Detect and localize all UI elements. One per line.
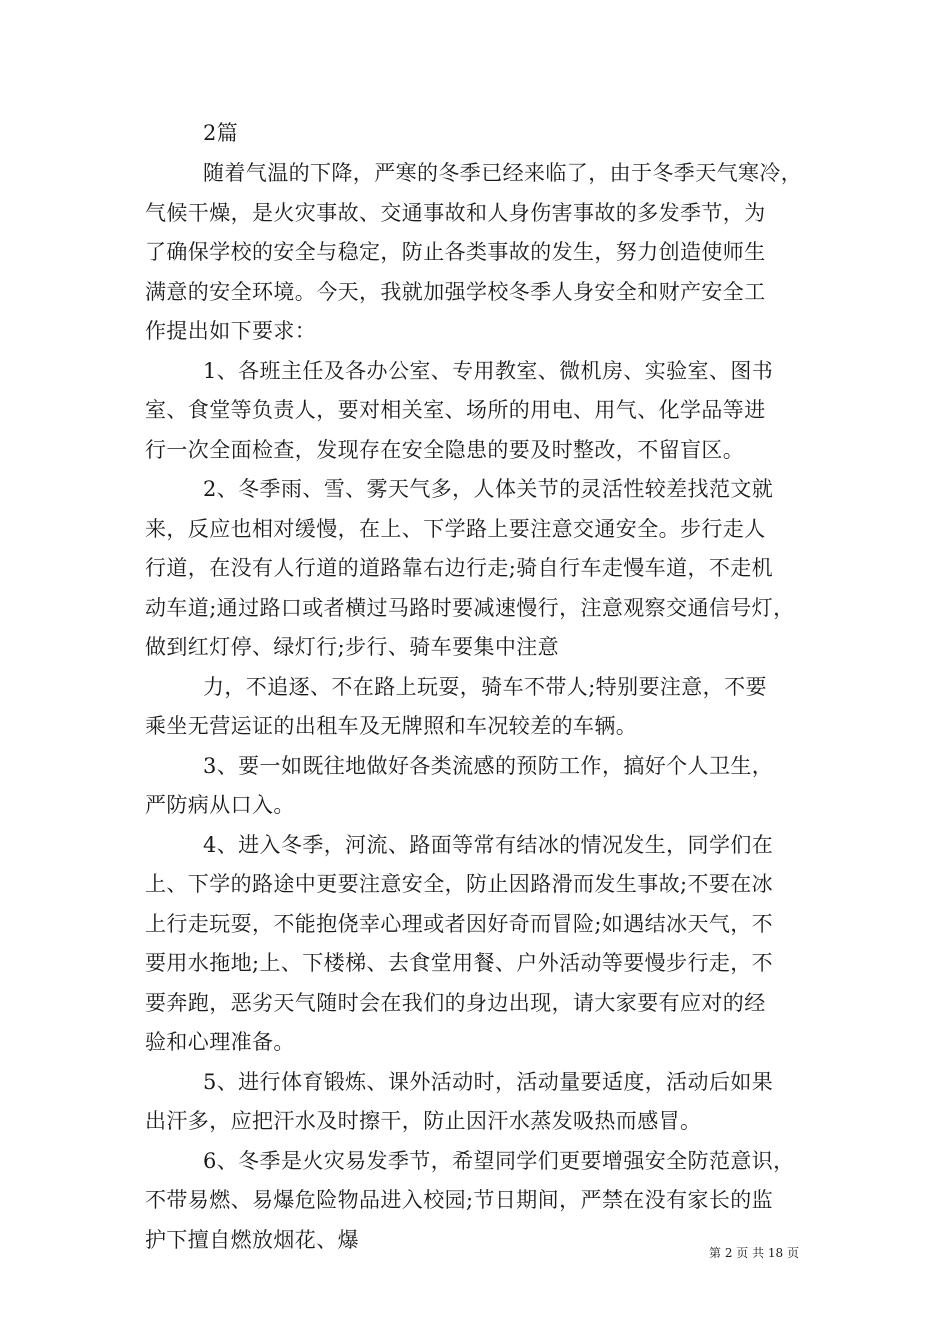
text-line: 来，反应也相对缓慢，在上、下学路上要注意交通安全。步行走人 [145, 517, 766, 541]
text-line: 不带易燃、易爆危险物品进入校园;节日期间，严禁在没有家长的监 [145, 1188, 774, 1212]
text-line: 动车道;通过路口或者横过马路时要减速慢行，注意观察交通信号灯， [145, 596, 795, 620]
text-line: 做到红灯停、绿灯行;步行、骑车要集中注意 [145, 635, 560, 659]
text-line: 严防病从口入。 [145, 793, 295, 817]
text-line: 力，不追逐、不在路上玩耍，骑车不带人;特别要注意，不要 [203, 675, 767, 699]
text-line: 了确保学校的安全与稳定，防止各类事故的发生，努力创造使师生 [145, 240, 766, 264]
text-line: 2、冬季雨、雪、雾天气多，人体关节的灵活性较差找范文就 [203, 477, 774, 501]
text-line: 4、进入冬季，河流、路面等常有结冰的情况发生，同学们在 [203, 833, 774, 857]
text-line: 1、各班主任及各办公室、专用教室、微机房、实验室、图书 [203, 359, 774, 383]
text-line: 3、要一如既往地做好各类流感的预防工作，搞好个人卫生， [203, 754, 774, 778]
text-line: 验和心理准备。 [145, 1030, 295, 1054]
text-line: 室、食堂等负责人，要对相关室、场所的用电、用气、化学品等进 [145, 398, 766, 422]
text-line: 上、下学的路途中更要注意安全，防止因路滑而发生事故;不要在冰 [145, 872, 774, 896]
text-line: 要用水拖地;上、下楼梯、去食堂用餐、户外活动等要慢步行走，不 [145, 951, 774, 975]
text-line: 2篇 [203, 121, 239, 145]
text-line: 出汗多，应把汗水及时擦干，防止因汗水蒸发吸热而感冒。 [145, 1109, 702, 1133]
text-line: 行道，在没有人行道的道路靠右边行走;骑自行车走慢车道，不走机 [145, 556, 774, 580]
page-number-footer: 第 2 页 共 18 页 [709, 1246, 799, 1260]
text-line: 随着气温的下降，严寒的冬季已经来临了，由于冬季天气寒冷， [203, 161, 803, 185]
text-line: 6、冬季是火灾易发季节，希望同学们更要增强安全防范意识， [203, 1149, 795, 1173]
text-line: 护下擅自燃放烟花、爆 [145, 1228, 359, 1252]
text-line: 气候干燥，是火灾事故、交通事故和人身伤害事故的多发季节，为 [145, 201, 766, 225]
text-line: 上行走玩耍，不能抱侥幸心理或者因好奇而冒险;如遇结冰天气，不 [145, 912, 774, 936]
text-line: 5、进行体育锻炼、课外活动时，活动量要适度，活动后如果 [203, 1070, 774, 1094]
text-line: 满意的安全环境。今天，我就加强学校冬季人身安全和财产安全工 [145, 280, 766, 304]
text-line: 作提出如下要求： [145, 319, 317, 343]
text-line: 行一次全面检查，发现存在安全隐患的要及时整改，不留盲区。 [145, 438, 745, 462]
text-line: 要奔跑，恶劣天气随时会在我们的身边出现，请大家要有应对的经 [145, 991, 766, 1015]
text-line: 乘坐无营运证的出租车及无牌照和车况较差的车辆。 [145, 714, 638, 738]
